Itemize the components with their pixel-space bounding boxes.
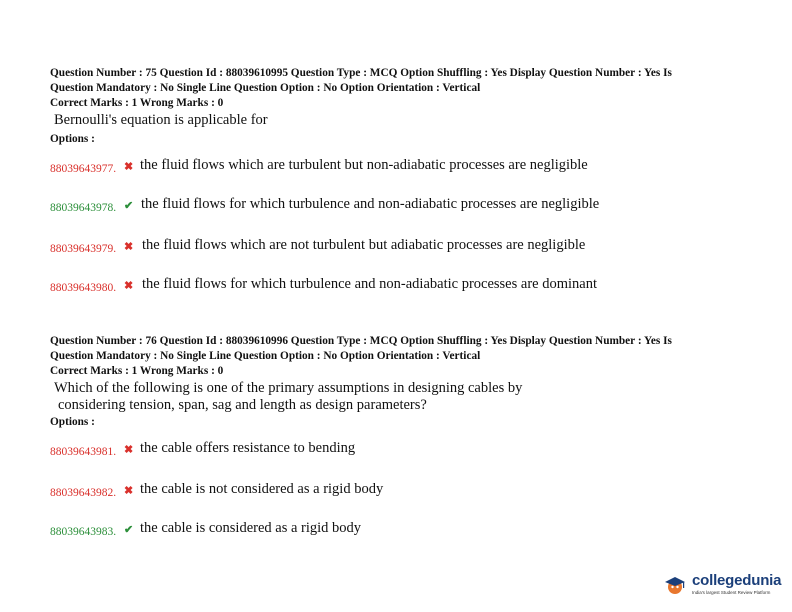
- question-75-block: [50, 66, 740, 145]
- brand-name: collegedunia: [692, 572, 782, 589]
- question-stem-line2: considering tension, span, sag and length as design parameters?: [58, 397, 427, 413]
- check-mark-icon: ✔: [124, 524, 134, 536]
- wrong-mark-icon: ✖: [124, 485, 134, 497]
- question-stem: [54, 380, 740, 414]
- graduation-cap-icon: [664, 574, 686, 596]
- option-id: 88039643981.: [50, 446, 117, 458]
- check-mark-icon: ✔: [124, 200, 134, 212]
- question-meta: [50, 66, 740, 111]
- question-marks: Correct Marks : 1 Wrong Marks : 0: [50, 97, 224, 109]
- question-meta-line1: Question Number : 76 Question Id : 88039610996 Question Type : MCQ Option Shuffling : Yes Display Question Number : Yes Is: [50, 335, 672, 347]
- brand-tagline: India's largest Student Review Platform: [692, 590, 771, 595]
- question-meta-line1: Question Number : 75 Question Id : 88039610995 Question Type : MCQ Option Shuffling : Yes Display Question Number : Yes Is: [50, 67, 672, 79]
- question-stem-line1: Which of the following is one of the primary assumptions in designing cables by: [54, 380, 523, 396]
- option-text: the fluid flows for which turbulence and non-adiabatic processes are negligible: [141, 196, 600, 212]
- option-text: the fluid flows which are not turbulent but adiabatic processes are negligible: [142, 237, 586, 253]
- wrong-mark-icon: ✖: [124, 161, 134, 173]
- question-marks: Correct Marks : 1 Wrong Marks : 0: [50, 365, 224, 377]
- option-id: 88039643982.: [50, 487, 117, 499]
- wrong-mark-icon: ✖: [124, 444, 134, 456]
- wrong-mark-icon: ✖: [124, 280, 134, 292]
- option-id: 88039643978.: [50, 202, 117, 214]
- option-text: the cable offers resistance to bending: [140, 440, 356, 456]
- option-id: 88039643980.: [50, 282, 117, 294]
- question-meta-line2: Question Mandatory : No Single Line Question Option : No Option Orientation : Vertical: [50, 82, 481, 94]
- question-meta: [50, 334, 740, 379]
- option-text: the cable is considered as a rigid body: [140, 520, 362, 536]
- option-text: the fluid flows which are turbulent but non-adiabatic processes are negligible: [140, 157, 588, 173]
- collegedunia-logo: [664, 572, 784, 600]
- option-id: 88039643983.: [50, 526, 117, 538]
- options-label: Options :: [50, 416, 95, 428]
- question-76-block: [50, 334, 740, 428]
- option-id: 88039643977.: [50, 163, 117, 175]
- wrong-mark-icon: ✖: [124, 241, 134, 253]
- option-id: 88039643979.: [50, 243, 117, 255]
- options-label: Options :: [50, 133, 95, 145]
- option-text: the cable is not considered as a rigid body: [140, 481, 384, 497]
- option-text: the fluid flows for which turbulence and non-adiabatic processes are dominant: [142, 276, 597, 292]
- question-stem: Bernoulli's equation is applicable for: [54, 112, 268, 128]
- question-meta-line2: Question Mandatory : No Single Line Question Option : No Option Orientation : Vertical: [50, 350, 481, 362]
